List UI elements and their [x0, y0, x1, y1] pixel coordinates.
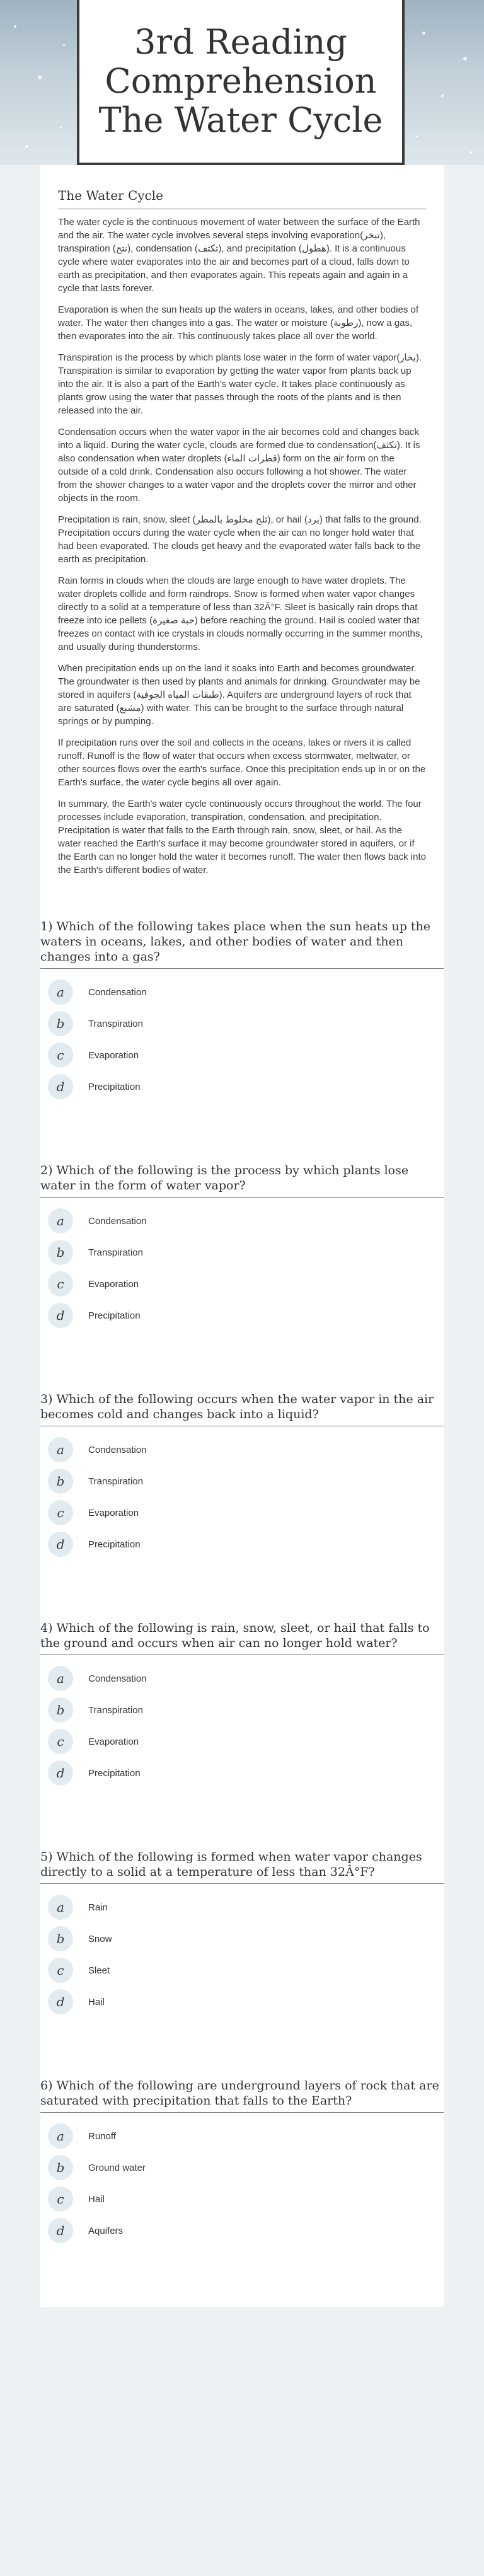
option-letter: a	[48, 1666, 73, 1691]
passage-paragraph: Rain forms in clouds when the clouds are large enough to have water droplets. The water droplets collide and form raindrops. Snow is formed when water vapor changes directly to a solid at a temperature of less than 32Â°F. Sleet is basically rain drops that freeze into ice pellets (حبة صغيرة) before reaching the ground. Hail is cooled water that freezes on contact with ice crystals in clouds normally occurring in the summer months, and usually during thunderstorms.	[58, 575, 423, 652]
answer-option-c[interactable]	[40, 1268, 444, 1300]
option-letter: d	[48, 1989, 73, 2014]
option-letter: b	[48, 1469, 73, 1494]
answer-options	[40, 1655, 444, 1789]
option-label: Hail	[88, 2193, 105, 2205]
option-letter: a	[48, 1437, 73, 1462]
option-label: Evaporation	[88, 1736, 139, 1747]
option-label: Precipitation	[88, 1539, 141, 1550]
question-2	[40, 1163, 444, 1331]
question-text: 5) Which of the following is formed when water vapor changes directly to a solid at a temperature of less than 32Â°F?	[40, 1849, 444, 1884]
answer-option-d[interactable]	[40, 2215, 444, 2246]
answer-option-c[interactable]	[40, 1497, 444, 1528]
answer-option-d[interactable]	[40, 1300, 444, 1331]
option-label: Rain	[88, 1902, 108, 1913]
answer-options	[40, 1198, 444, 1331]
answer-option-c[interactable]	[40, 1039, 444, 1071]
snowflake	[470, 151, 472, 154]
passage-paragraph: Condensation occurs when the water vapor in the air becomes cold and changes back into a liquid. During the water cycle, clouds are formed due to condensation(تكثف). It is also condensation when water droplets (قطرات الماء) form on the air form on the outside of a cold drink. Condensation also occurs following a hot shower. The water from the shower changes to a water vapor and the droplets cover the mirror and other objects in the room.	[58, 427, 420, 504]
answer-option-c[interactable]	[40, 1955, 444, 1986]
snowflake	[416, 136, 418, 137]
answer-option-a[interactable]	[40, 976, 444, 1008]
passage-paragraph: When precipitation ends up on the land it soaks into Earth and becomes groundwater. The groundwater is then used by plants and animals for drinking. Groundwater may be stored in aquifers (طبقات المياه الجوفية). Aquifers are underground layers of rock that are saturated (مشبع) with water. This can be brought to the surface through natural springs or by pumping.	[58, 663, 420, 727]
snowflake	[14, 25, 16, 28]
question-5	[40, 1849, 444, 2018]
option-letter: c	[48, 1729, 73, 1754]
question-6	[40, 2078, 444, 2246]
question-text: 6) Which of the following are underground layers of rock that are saturated with precipitation that falls to the Earth?	[40, 2078, 444, 2113]
snowflake	[422, 32, 425, 35]
answer-options	[40, 2113, 444, 2246]
header-banner	[0, 0, 484, 165]
answer-option-b[interactable]	[40, 1237, 444, 1268]
snowflake	[63, 44, 65, 46]
option-letter: a	[48, 979, 73, 1005]
answer-option-d[interactable]	[40, 1986, 444, 2018]
option-label: Transpiration	[88, 1018, 143, 1029]
option-label: Ground water	[88, 2162, 146, 2173]
snowflake	[25, 145, 28, 148]
option-letter: b	[48, 1240, 73, 1265]
question-text: 3) Which of the following occurs when the water vapor in the air becomes cold and changes back into a liquid?	[40, 1392, 444, 1426]
option-label: Snow	[88, 1933, 112, 1944]
answer-options	[40, 1426, 444, 1560]
option-letter: c	[48, 1958, 73, 1983]
option-letter: a	[48, 1895, 73, 1920]
title-line: 3rd Reading	[134, 22, 347, 62]
passage-paragraph: Transpiration is the process by which plants lose water in the form of water vapor(بخار). Transpiration is similar to evaporation by getting the water vapor from plants back up into the air. It is also a part of the Earth's water cycle. It takes place continuously as plants grow using the water that passes through the roots of the plants and is then released into the air.	[58, 352, 422, 416]
option-label: Precipitation	[88, 1081, 141, 1092]
title-line: Comprehension	[105, 61, 377, 101]
answer-option-b[interactable]	[40, 1008, 444, 1039]
option-label: Sleet	[88, 1965, 110, 1976]
question-text: 2) Which of the following is the process by which plants lose water in the form of water vapor?	[40, 1163, 444, 1198]
passage-title: The Water Cycle	[58, 188, 426, 209]
option-letter: b	[48, 1697, 73, 1723]
option-letter: b	[48, 2155, 73, 2180]
option-letter: b	[48, 1926, 73, 1951]
option-letter: c	[48, 1500, 73, 1525]
option-letter: a	[48, 1208, 73, 1233]
answer-option-a[interactable]	[40, 1663, 444, 1694]
passage-paragraph: If precipitation runs over the soil and collects in the oceans, lakes or rivers it is called runoff. Runoff is the flow of water that occurs when excess stormwater, meltwater, or other sources flows over the earth's surface. Once this precipitation ends up in or on the Earth's surface, the water cycle begins all over again.	[58, 737, 426, 788]
snowflake	[463, 57, 467, 61]
passage-paragraph: The water cycle is the continuous movement of water between the surface of the Earth and the air. The water cycle involves several steps involving evaporation(تبخر), transpiration (نتح), condensation (تكثف), and precipitation (هطول). It is a continuous cycle where water evaporates into the air and becomes part of a cloud, falls down to earth as precipitation, and then evaporates again. This repeats again and again in a cycle that lasts forever.	[58, 217, 420, 294]
title-line: The Water Cycle	[98, 100, 383, 140]
option-letter: c	[48, 1043, 73, 1068]
question-1	[40, 919, 444, 1102]
question-3	[40, 1392, 444, 1560]
option-label: Evaporation	[88, 1278, 139, 1290]
option-label: Hail	[88, 1996, 105, 2007]
answer-option-b[interactable]	[40, 1923, 444, 1955]
option-label: Runoff	[88, 2130, 116, 2142]
question-4	[40, 1620, 444, 1789]
option-letter: d	[48, 1074, 73, 1099]
option-letter: c	[48, 1271, 73, 1297]
option-letter: a	[48, 2123, 73, 2149]
answer-options	[40, 969, 444, 1102]
answer-option-d[interactable]	[40, 1757, 444, 1789]
answer-option-c[interactable]	[40, 2183, 444, 2215]
passage-paragraph: Precipitation is rain, snow, sleet (ثلج مخلوط بالمطر), or hail (برد) that falls to the ground. Precipitation occurs during the water cycle when the air can no longer hold water that had been evaporated. The clouds get heavy and the evaporated water falls back to the earth as precipitation.	[58, 514, 422, 565]
option-label: Condensation	[88, 1215, 147, 1227]
option-label: Condensation	[88, 1673, 147, 1684]
option-letter: d	[48, 1532, 73, 1557]
answer-options	[40, 1884, 444, 2018]
worksheet-content	[40, 165, 444, 2307]
option-letter: d	[48, 2218, 73, 2243]
answer-option-b[interactable]	[40, 1465, 444, 1497]
option-letter: c	[48, 2186, 73, 2212]
answer-option-b[interactable]	[40, 1694, 444, 1726]
answer-option-c[interactable]	[40, 1726, 444, 1757]
option-label: Precipitation	[88, 1767, 141, 1779]
quiz-section	[40, 885, 444, 2246]
passage-paragraph: In summary, the Earth's water cycle continuously occurs throughout the world. The four processes include evaporation, transpiration, condensation, and precipitation. Precipitation is water that falls to the Earth through rain, snow, sleet, or hail. As the water reached the Earth's surface it may become groundwater stored in aquifers, or if the Earth can no longer hold the water it becomes runoff. The water then flows back into the Earth's different bodies of water.	[58, 799, 426, 875]
option-label: Condensation	[88, 986, 147, 998]
option-label: Precipitation	[88, 1310, 141, 1321]
title-box	[77, 0, 405, 165]
answer-option-b[interactable]	[40, 2152, 444, 2183]
reading-passage	[40, 165, 444, 877]
option-label: Condensation	[88, 1444, 147, 1455]
option-letter: b	[48, 1011, 73, 1036]
option-label: Transpiration	[88, 1476, 143, 1487]
answer-option-d[interactable]	[40, 1528, 444, 1560]
snowflake	[441, 95, 444, 97]
option-label: Evaporation	[88, 1049, 139, 1061]
option-label: Aquifers	[88, 2225, 124, 2236]
question-text: 1) Which of the following takes place when the sun heats up the waters in oceans, lakes, and other bodies of water and then changes into a gas?	[40, 919, 444, 969]
answer-option-a[interactable]	[40, 1892, 444, 1923]
page-title	[79, 0, 402, 140]
snowflake	[60, 126, 62, 128]
answer-option-a[interactable]	[40, 2120, 444, 2152]
answer-option-a[interactable]	[40, 1205, 444, 1237]
option-letter: d	[48, 1303, 73, 1328]
answer-option-d[interactable]	[40, 1071, 444, 1102]
passage-paragraph: Evaporation is when the sun heats up the waters in oceans, lakes, and other bodies of water. The water then changes into a gas. The water or moisture (رطوبة), now a gas, then evaporates into the air. This continuously takes place all over the world.	[58, 304, 419, 342]
option-letter: d	[48, 1760, 73, 1786]
snowflake	[38, 76, 42, 79]
option-label: Transpiration	[88, 1247, 143, 1258]
option-label: Transpiration	[88, 1704, 143, 1716]
question-text: 4) Which of the following is rain, snow, sleet, or hail that falls to the ground and occurs when air can no longer hold water?	[40, 1620, 444, 1655]
answer-option-a[interactable]	[40, 1434, 444, 1465]
option-label: Evaporation	[88, 1507, 139, 1518]
